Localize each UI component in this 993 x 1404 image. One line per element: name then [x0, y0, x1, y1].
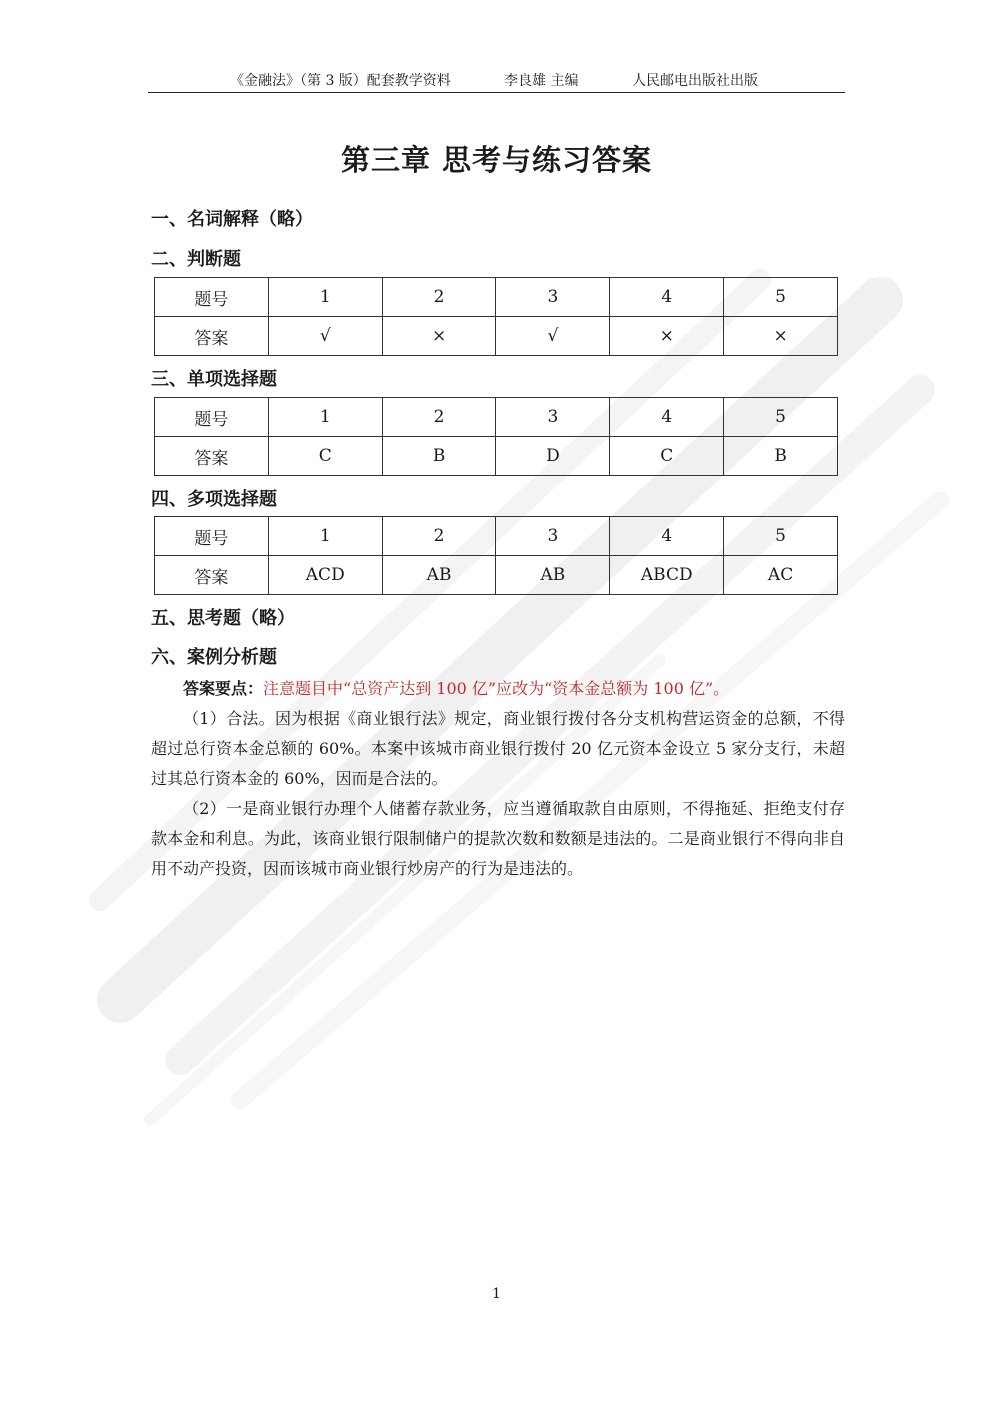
multiple-choice-answer-table	[154, 516, 838, 595]
row-label-question: 题号	[155, 398, 269, 437]
header-book-title: 《金融法》（第 3 版）配套教学资料	[230, 73, 451, 89]
table-row	[155, 517, 838, 556]
answer-cell: B	[724, 437, 838, 476]
key-point-note: 注意题目中“总资产达到 100 亿”应改为“资本金总额为 100 亿”。	[263, 679, 730, 698]
section-heading-case-analysis: 六、案例分析题	[151, 647, 277, 668]
row-label-answer: 答案	[155, 317, 269, 356]
answer-cell: AB	[496, 556, 610, 595]
question-number: 5	[724, 517, 838, 556]
section-heading-thinking: 五、思考题（略）	[151, 608, 295, 629]
case-answer-paragraph-2: （2）一是商业银行办理个人储蓄存款业务，应当遵循取款自由原则，不得拖延、拒绝支付存款本金和利息。为此，该商业银行限制储户的提款次数和数额是违法的。二是商业银行不得向非自用不动产投资，因而该城市商业银行炒房产的行为是违法的。	[151, 799, 845, 878]
question-number: 3	[496, 398, 610, 437]
question-number: 4	[610, 278, 724, 317]
judgment-answer-table	[154, 277, 838, 356]
header-editor: 李良雄 主编	[504, 73, 579, 89]
table-row	[155, 278, 838, 317]
question-number: 2	[382, 398, 496, 437]
question-number: 3	[496, 517, 610, 556]
case-answer-paragraph-1: （1）合法。因为根据《商业银行法》规定，商业银行拨付各分支机构营运资金的总额，不得超过总行资本金总额的 60%。本案中该城市商业银行拨付 20 亿元资本金设立 5 家分支行，未超过其总行资本金的 60%，因而是合法的。	[151, 709, 845, 788]
answer-cell: √	[268, 317, 382, 356]
answer-cell: C	[610, 437, 724, 476]
page-header	[148, 66, 845, 93]
page-number: 1	[492, 1286, 501, 1302]
answer-cell: √	[496, 317, 610, 356]
row-label-answer: 答案	[155, 556, 269, 595]
answer-cell: AB	[382, 556, 496, 595]
section-heading-judgment: 二、判断题	[151, 249, 241, 270]
section-heading-single-choice: 三、单项选择题	[151, 369, 277, 390]
table-row	[155, 556, 838, 595]
table-row	[155, 437, 838, 476]
question-number: 2	[382, 278, 496, 317]
answer-cell: D	[496, 437, 610, 476]
question-number: 1	[268, 517, 382, 556]
question-number: 3	[496, 278, 610, 317]
question-number: 2	[382, 517, 496, 556]
answer-cell: ACD	[268, 556, 382, 595]
question-number: 1	[268, 278, 382, 317]
answer-key-point	[151, 674, 845, 704]
answer-cell: C	[268, 437, 382, 476]
question-number: 1	[268, 398, 382, 437]
question-number: 4	[610, 517, 724, 556]
answer-cell: ×	[610, 317, 724, 356]
question-number: 4	[610, 398, 724, 437]
key-point-label: 答案要点：	[183, 679, 264, 698]
table-row	[155, 317, 838, 356]
question-number: 5	[724, 278, 838, 317]
row-label-question: 题号	[155, 517, 269, 556]
answer-cell: AC	[724, 556, 838, 595]
answer-cell: ×	[724, 317, 838, 356]
table-row	[155, 398, 838, 437]
row-label-answer: 答案	[155, 437, 269, 476]
header-publisher: 人民邮电出版社出版	[632, 73, 758, 89]
chapter-title: 第三章 思考与练习答案	[340, 143, 653, 177]
row-label-question: 题号	[155, 278, 269, 317]
answer-cell: ABCD	[610, 556, 724, 595]
section-heading-terms: 一、名词解释（略）	[151, 209, 313, 230]
answer-cell: ×	[382, 317, 496, 356]
section-heading-multiple-choice: 四、多项选择题	[151, 489, 277, 510]
answer-cell: B	[382, 437, 496, 476]
single-choice-answer-table	[154, 397, 838, 476]
question-number: 5	[724, 398, 838, 437]
